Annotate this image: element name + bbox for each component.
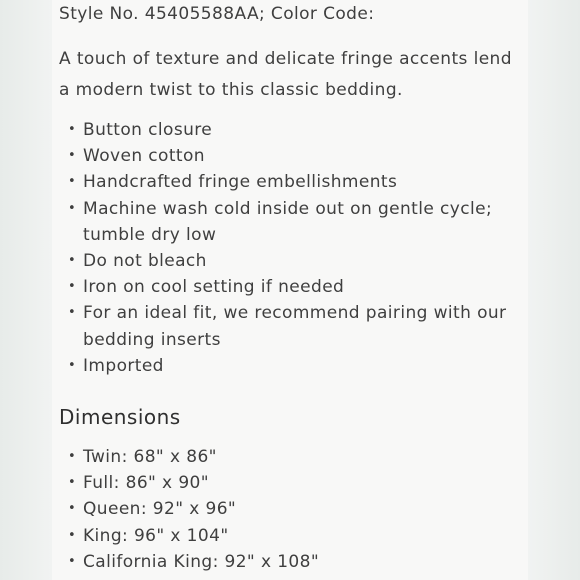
bullet-icon: •: [68, 148, 77, 164]
bullet-icon: •: [68, 501, 77, 517]
list-item: [66, 353, 516, 379]
list-item: [66, 470, 516, 496]
list-item: [66, 300, 516, 352]
feature-list: [66, 117, 516, 379]
list-item: [66, 274, 516, 300]
bullet-icon: •: [68, 357, 77, 373]
feature-text: For an ideal fit, we recommend pairing with our bedding inserts: [83, 303, 507, 350]
background-right: [528, 0, 580, 580]
dimension-text: Full: 86" x 90": [83, 473, 209, 494]
feature-text: Button closure: [83, 120, 213, 140]
bullet-icon: •: [68, 527, 77, 543]
list-item: [66, 117, 516, 143]
dimension-text: California King: 92" x 108": [83, 551, 320, 572]
bullet-icon: •: [68, 279, 77, 295]
product-description: A touch of texture and delicate fringe accents lend a modern twist to this classic bedding.: [59, 49, 512, 100]
bullet-icon: •: [68, 475, 77, 491]
list-item: [66, 196, 516, 248]
list-item: [66, 523, 516, 549]
background-left: [0, 0, 52, 580]
list-item: [66, 143, 516, 169]
feature-text: Imported: [83, 355, 164, 376]
product-details-card: [52, 0, 528, 580]
list-item: [66, 444, 516, 470]
feature-text: Machine wash cold inside out on gentle cycle; tumble dry low: [83, 198, 493, 245]
bullet-icon: •: [68, 122, 77, 137]
bullet-icon: •: [68, 553, 77, 569]
bullet-icon: •: [68, 200, 77, 216]
dimension-text: King: 96" x 104": [83, 525, 229, 546]
list-item: [66, 496, 516, 522]
bullet-icon: •: [68, 253, 77, 269]
dimensions-list: [66, 444, 516, 575]
feature-text: Handcrafted fringe embellishments: [83, 172, 398, 193]
bullet-icon: •: [68, 174, 77, 190]
list-item: [66, 549, 516, 575]
feature-text: Do not bleach: [83, 251, 207, 272]
list-item: [66, 248, 516, 274]
feature-text: Iron on cool setting if needed: [83, 277, 345, 298]
dimensions-heading: Dimensions: [59, 405, 181, 429]
dimension-text: Twin: 68" x 86": [83, 447, 217, 467]
feature-text: Woven cotton: [83, 146, 205, 167]
dimension-text: Queen: 92" x 96": [83, 499, 237, 520]
bullet-icon: •: [68, 305, 77, 321]
bullet-icon: •: [68, 449, 77, 464]
list-item: [66, 169, 516, 195]
style-number: Style No. 45405588AA; Color Code:: [59, 4, 375, 24]
